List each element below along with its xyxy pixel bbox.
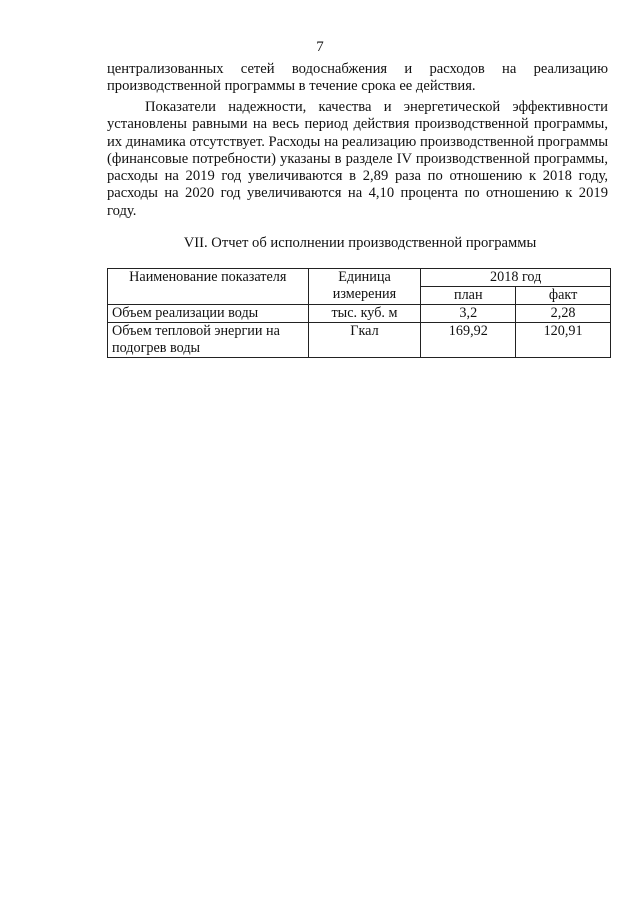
paragraph-indicators: Показатели надежности, качества и энергетической эффективности установлены равными на весь период действия производственной программы, их динамика отсутствует. Расходы на реализацию производственной программы (финансовые потребности) указаны в разделе IV производственной программы, расходы на 2019 год увеличиваются в 2,89 раза по отношению к 2018 году, расходы на 2020 год увеличиваются на 4,10 процента по отношению к 2019 году. xyxy=(107,99,608,219)
cell-unit: Гкал xyxy=(308,323,421,358)
header-plan: план xyxy=(421,287,516,305)
section-title: VII. Отчет об исполнении производственной программы xyxy=(183,235,537,251)
header-fact: факт xyxy=(516,287,611,305)
cell-unit: тыс. куб. м xyxy=(308,305,421,323)
table-row xyxy=(108,323,611,358)
header-row xyxy=(108,269,611,287)
cell-fact: 2,28 xyxy=(516,305,611,323)
table-body xyxy=(108,305,611,358)
cell-plan: 3,2 xyxy=(421,305,516,323)
header-indicator-name: Наименование показателя xyxy=(108,269,309,305)
cell-indicator-name: Объем тепловой энергии на подогрев воды xyxy=(108,323,309,358)
page-number: 7 xyxy=(316,39,324,55)
cell-plan: 169,92 xyxy=(421,323,516,358)
cell-fact: 120,91 xyxy=(516,323,611,358)
table-row xyxy=(108,305,611,323)
paragraph-continuation: централизованных сетей водоснабжения и расходов на реализацию производственной программы в течение срока ее действия. xyxy=(107,61,608,95)
table-header xyxy=(108,269,611,305)
execution-report-table xyxy=(107,268,611,358)
header-year: 2018 год xyxy=(421,269,611,287)
header-unit: Единица измерения xyxy=(308,269,421,305)
cell-indicator-name: Объем реализации воды xyxy=(108,305,309,323)
